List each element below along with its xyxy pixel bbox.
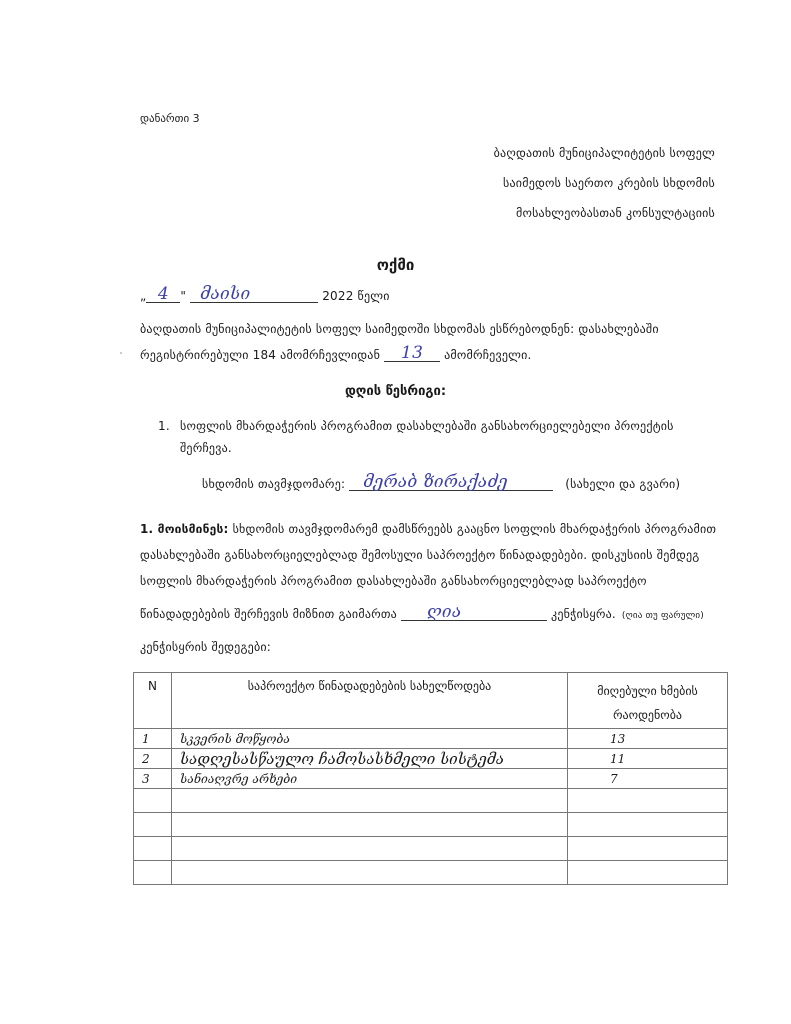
attendance-line-1: ბაღდათის მუნიციპალიტეტის სოფელ საიმედოში სხდომას ესწრებოდნენ: დასახლებაში [140, 322, 659, 336]
attendance-count: 13 [401, 343, 424, 363]
row-3-votes: 7 [568, 769, 728, 789]
attendance-count-field [384, 343, 440, 362]
heard-line-3: სოფლის მხარდაჭერის პროგრამით დასახლებაში განსახორციელებლად საპროექტო [140, 574, 647, 588]
header-line-2: საიმედოს საერთო კრების სხდომის [503, 176, 715, 190]
table-header-row [134, 673, 728, 729]
heard-line-4 [140, 602, 704, 621]
row-4-n [134, 789, 172, 813]
row-2-name: სადღესასწაულო ჩამოსასხმელი სისტემა [172, 749, 568, 769]
chair-line [202, 472, 680, 491]
heard-line-4-suffix: კენჭისყრა. [551, 607, 616, 621]
header-votes-line-2: რაოდენობა [613, 708, 682, 722]
attendance-prefix: რეგისტრირებული 184 ამომრჩევლიდან [140, 348, 381, 362]
chair-label: სხდომის თავმჯდომარე: [202, 477, 346, 491]
row-6-name [172, 837, 568, 861]
results-label: კენჭისყრის შედეგები: [140, 640, 272, 654]
attendance-line-2 [140, 343, 532, 362]
row-7-votes [568, 861, 728, 885]
date-month: მაისი [200, 284, 251, 304]
row-1-name: სკვერის მოწყობა [172, 729, 568, 749]
row-1-votes: 13 [568, 729, 728, 749]
table-row [134, 749, 728, 769]
row-2-n: 2 [134, 749, 172, 769]
row-2-votes: 11 [568, 749, 728, 769]
vote-type-field [401, 602, 547, 621]
table-row [134, 837, 728, 861]
table-row [134, 769, 728, 789]
date-month-field [190, 284, 318, 303]
heard-line-1 [140, 522, 716, 536]
row-3-name: სანიაღვრე არხები [172, 769, 568, 789]
chair-name-field [349, 472, 553, 491]
header-line-1: ბაღდათის მუნიციპალიტეტის სოფელ [493, 146, 715, 160]
table-row [134, 861, 728, 885]
heard-label: 1. მოისმინეს: [140, 522, 229, 536]
chair-hint: (სახელი და გვარი) [565, 477, 681, 491]
vote-type: ღია [426, 602, 462, 622]
row-6-n [134, 837, 172, 861]
date-open-quote: „ [140, 289, 147, 303]
row-5-n [134, 813, 172, 837]
heard-line-2: დასახლებაში განსახორციელებლად შემოსული საპროექტო წინადადებები. დისკუსიის შემდეგ [140, 548, 700, 562]
row-4-name [172, 789, 568, 813]
date-close-quote: " [180, 289, 187, 303]
row-6-votes [568, 837, 728, 861]
heard-line-1-text: სხდომის თავმჯდომარემ დამსწრეებს გააცნო სოფლის მხარდაჭერის პროგრამით [232, 522, 717, 536]
agenda-item-number: 1. [158, 419, 170, 433]
table-row [134, 789, 728, 813]
vote-hint: (ღია თუ ფარული) [621, 611, 704, 621]
agenda-item-line-2: შერჩევა. [180, 441, 232, 455]
row-5-name [172, 813, 568, 837]
header-name: საპროექტო წინადადებების სახელწოდება [172, 673, 568, 729]
date-year: 2022 წელი [322, 289, 390, 303]
date-day-field [146, 284, 180, 303]
heard-line-4-prefix: წინადადებების შერჩევის მიზნით გაიმართა [140, 607, 397, 621]
row-7-n [134, 861, 172, 885]
results-table [133, 672, 728, 885]
scan-speck [120, 352, 122, 354]
row-7-name [172, 861, 568, 885]
date-day: 4 [157, 284, 169, 304]
row-3-n: 3 [134, 769, 172, 789]
agenda-item-line-1: სოფლის მხარდაჭერის პროგრამით დასახლებაში განსახორციელებელი პროექტის [180, 419, 674, 433]
attendance-suffix: ამომრჩეველი. [444, 348, 532, 362]
table-row [134, 729, 728, 749]
appendix-label: დანართი 3 [140, 112, 200, 125]
chair-name: მერაბ ზირაქაძე [363, 472, 508, 492]
agenda-title: დღის წესრიგი: [344, 384, 447, 399]
date-line [140, 284, 390, 303]
header-line-3: მოსახლეობასთან კონსულტაციის [515, 206, 715, 220]
header-votes [568, 673, 728, 729]
row-5-votes [568, 813, 728, 837]
row-1-n: 1 [134, 729, 172, 749]
row-4-votes [568, 789, 728, 813]
document-title: ოქმი [376, 256, 415, 274]
header-n: N [134, 673, 172, 729]
header-votes-line-1: მიღებული ხმების [597, 684, 698, 698]
table-row [134, 813, 728, 837]
